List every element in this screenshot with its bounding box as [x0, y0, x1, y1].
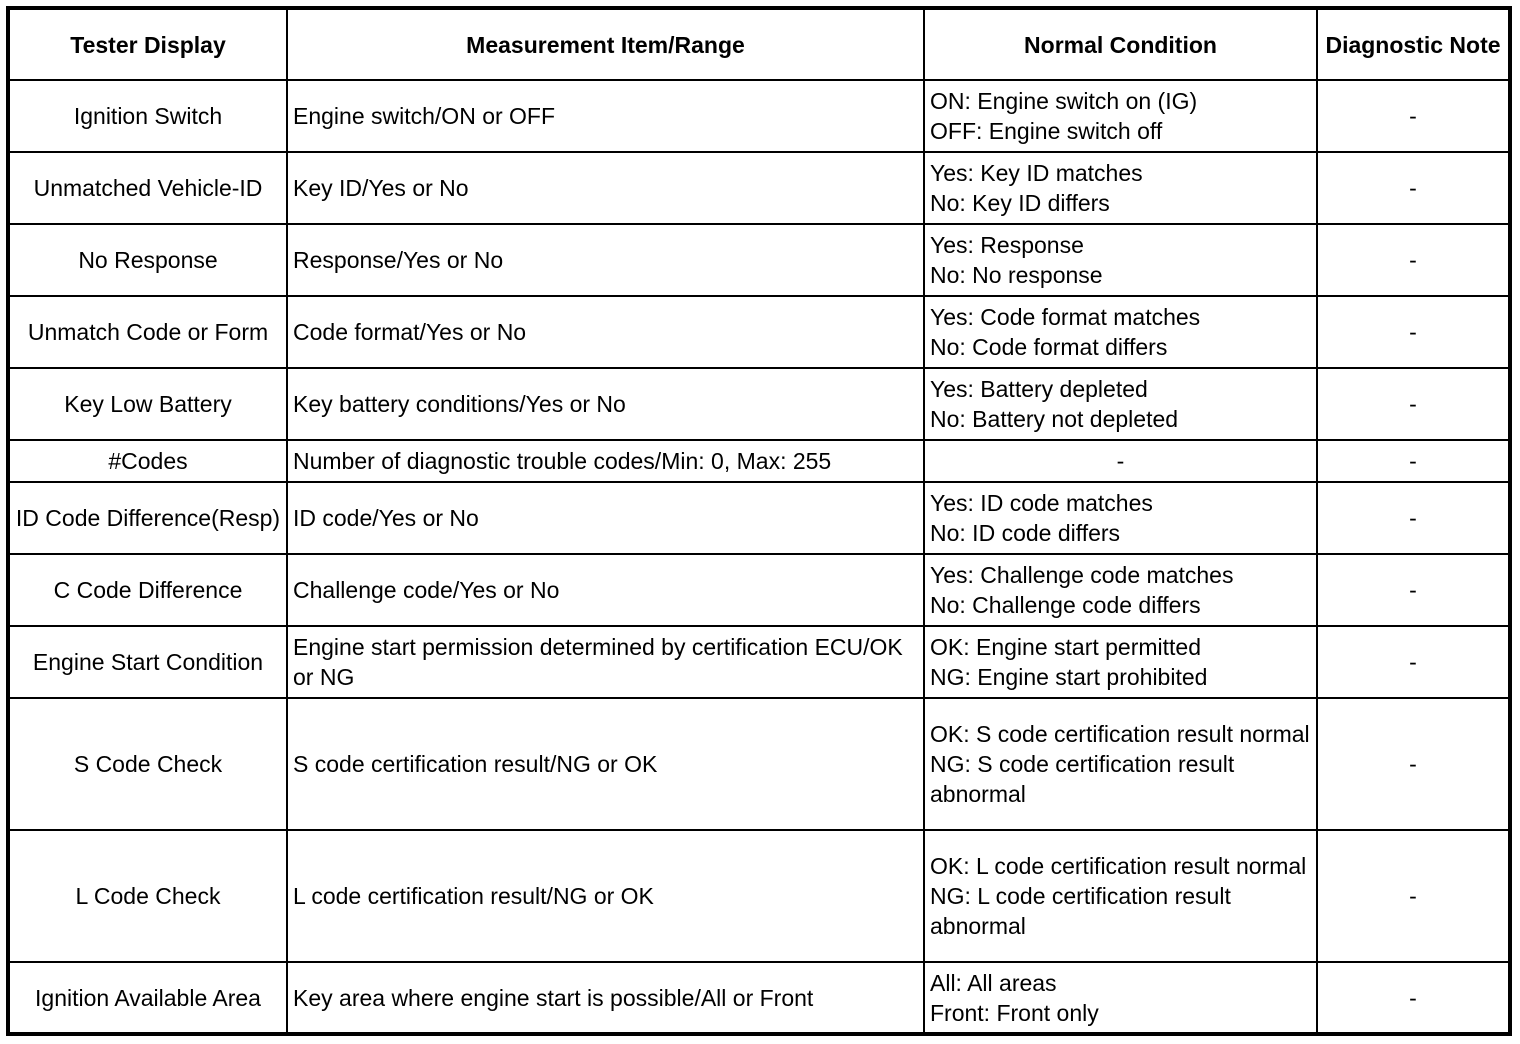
normal-condition-line: OK: Engine start permitted: [930, 634, 1202, 660]
measurement-item-cell: Response/Yes or No: [287, 224, 924, 296]
normal-condition-line: No: ID code differs: [930, 520, 1121, 546]
normal-condition-line: All: All areas: [930, 969, 1057, 996]
normal-condition-line: NG: S code certification result abnormal: [930, 751, 1235, 807]
table-row: [8, 152, 1510, 224]
normal-condition-line: NG: L code certification result abnormal: [930, 883, 1231, 939]
header-diagnostic-note: Diagnostic Note: [1317, 8, 1510, 80]
header-measurement-item: Measurement Item/Range: [287, 8, 924, 80]
normal-condition-line: Yes: Code format matches: [930, 304, 1201, 330]
normal-condition-line: OFF: Engine switch off: [930, 118, 1163, 144]
tester-display-cell: L Code Check: [8, 830, 287, 962]
measurement-item-cell: Key battery conditions/Yes or No: [287, 368, 924, 440]
normal-condition-line: No: No response: [930, 262, 1103, 288]
diagnostic-note-cell: -: [1317, 80, 1510, 152]
normal-condition-line: Yes: Battery depleted: [930, 376, 1148, 402]
diagnostic-note-cell: -: [1317, 152, 1510, 224]
diagnostic-note-cell: -: [1317, 440, 1510, 482]
diagnostic-note-cell: -: [1317, 368, 1510, 440]
measurement-item-cell: ID code/Yes or No: [287, 482, 924, 554]
table-row: [8, 368, 1510, 440]
normal-condition-cell: [924, 224, 1317, 296]
table-row: [8, 224, 1510, 296]
normal-condition-cell: [924, 296, 1317, 368]
normal-condition-line: Yes: Challenge code matches: [930, 562, 1234, 588]
table-row: [8, 482, 1510, 554]
tester-display-cell: S Code Check: [8, 698, 287, 830]
tester-display-cell: Unmatched Vehicle-ID: [8, 152, 287, 224]
table-row: [8, 296, 1510, 368]
tester-display-cell: No Response: [8, 224, 287, 296]
measurement-item-cell: L code certification result/NG or OK: [287, 830, 924, 962]
header-tester-display: Tester Display: [8, 8, 287, 80]
normal-condition-cell: [924, 554, 1317, 626]
table-row: [8, 554, 1510, 626]
diagnostic-note-cell: -: [1317, 224, 1510, 296]
normal-condition-cell: [924, 698, 1317, 830]
tester-display-cell: Key Low Battery: [8, 368, 287, 440]
normal-condition-line: OK: S code certification result normal: [930, 721, 1310, 747]
normal-condition-line: Front: Front only: [930, 999, 1099, 1026]
diagnostic-note-cell: -: [1317, 626, 1510, 698]
measurement-item-cell: Key area where engine start is possible/All or Front: [287, 962, 924, 1034]
normal-condition-cell: [924, 626, 1317, 698]
diagnostic-note-cell: -: [1317, 554, 1510, 626]
table-row: [8, 962, 1510, 1034]
tester-display-cell: #Codes: [8, 440, 287, 482]
tester-display-cell: Ignition Switch: [8, 80, 287, 152]
normal-condition-cell: [924, 368, 1317, 440]
tester-display-cell: Unmatch Code or Form: [8, 296, 287, 368]
normal-condition-line: Yes: Response: [930, 232, 1084, 258]
measurement-item-cell: S code certification result/NG or OK: [287, 698, 924, 830]
normal-condition-line: No: Challenge code differs: [930, 592, 1201, 618]
tester-display-cell: C Code Difference: [8, 554, 287, 626]
measurement-item-cell: Key ID/Yes or No: [287, 152, 924, 224]
table-row: [8, 440, 1510, 482]
normal-condition-line: ON: Engine switch on (IG): [930, 88, 1198, 114]
normal-condition-line: OK: L code certification result normal: [930, 853, 1307, 879]
normal-condition-cell: [924, 440, 1317, 482]
normal-condition-line: No: Battery not depleted: [930, 406, 1179, 432]
normal-condition-line: No: Code format differs: [930, 334, 1168, 360]
measurement-item-cell: Code format/Yes or No: [287, 296, 924, 368]
normal-condition-line: No: Key ID differs: [930, 190, 1110, 216]
normal-condition-cell: [924, 962, 1317, 1034]
table-row: [8, 830, 1510, 962]
diagnostic-note-cell: -: [1317, 698, 1510, 830]
normal-condition-cell: [924, 152, 1317, 224]
table-row: [8, 80, 1510, 152]
tester-display-cell: ID Code Difference(Resp): [8, 482, 287, 554]
diagnostic-note-cell: -: [1317, 296, 1510, 368]
tester-display-cell: Ignition Available Area: [8, 962, 287, 1034]
header-row: [8, 8, 1510, 80]
header-normal-condition: Normal Condition: [924, 8, 1317, 80]
table-body: [8, 80, 1510, 1034]
normal-condition-line: NG: Engine start prohibited: [930, 664, 1208, 690]
tester-display-cell: Engine Start Condition: [8, 626, 287, 698]
normal-condition-cell: [924, 80, 1317, 152]
diagnostic-note-cell: -: [1317, 482, 1510, 554]
normal-condition-cell: [924, 830, 1317, 962]
normal-condition-line: -: [1116, 448, 1125, 474]
measurement-item-cell: Engine start permission determined by certification ECU/OK or NG: [287, 626, 924, 698]
table-row: [8, 626, 1510, 698]
diagnostic-note-cell: -: [1317, 962, 1510, 1034]
data-list-table: [6, 6, 1512, 1036]
normal-condition-cell: [924, 482, 1317, 554]
normal-condition-line: Yes: ID code matches: [930, 490, 1153, 516]
table-row: [8, 698, 1510, 830]
measurement-item-cell: Number of diagnostic trouble codes/Min: 0, Max: 255: [287, 440, 924, 482]
measurement-item-cell: Engine switch/ON or OFF: [287, 80, 924, 152]
normal-condition-line: Yes: Key ID matches: [930, 160, 1143, 186]
diagnostic-note-cell: -: [1317, 830, 1510, 962]
measurement-item-cell: Challenge code/Yes or No: [287, 554, 924, 626]
